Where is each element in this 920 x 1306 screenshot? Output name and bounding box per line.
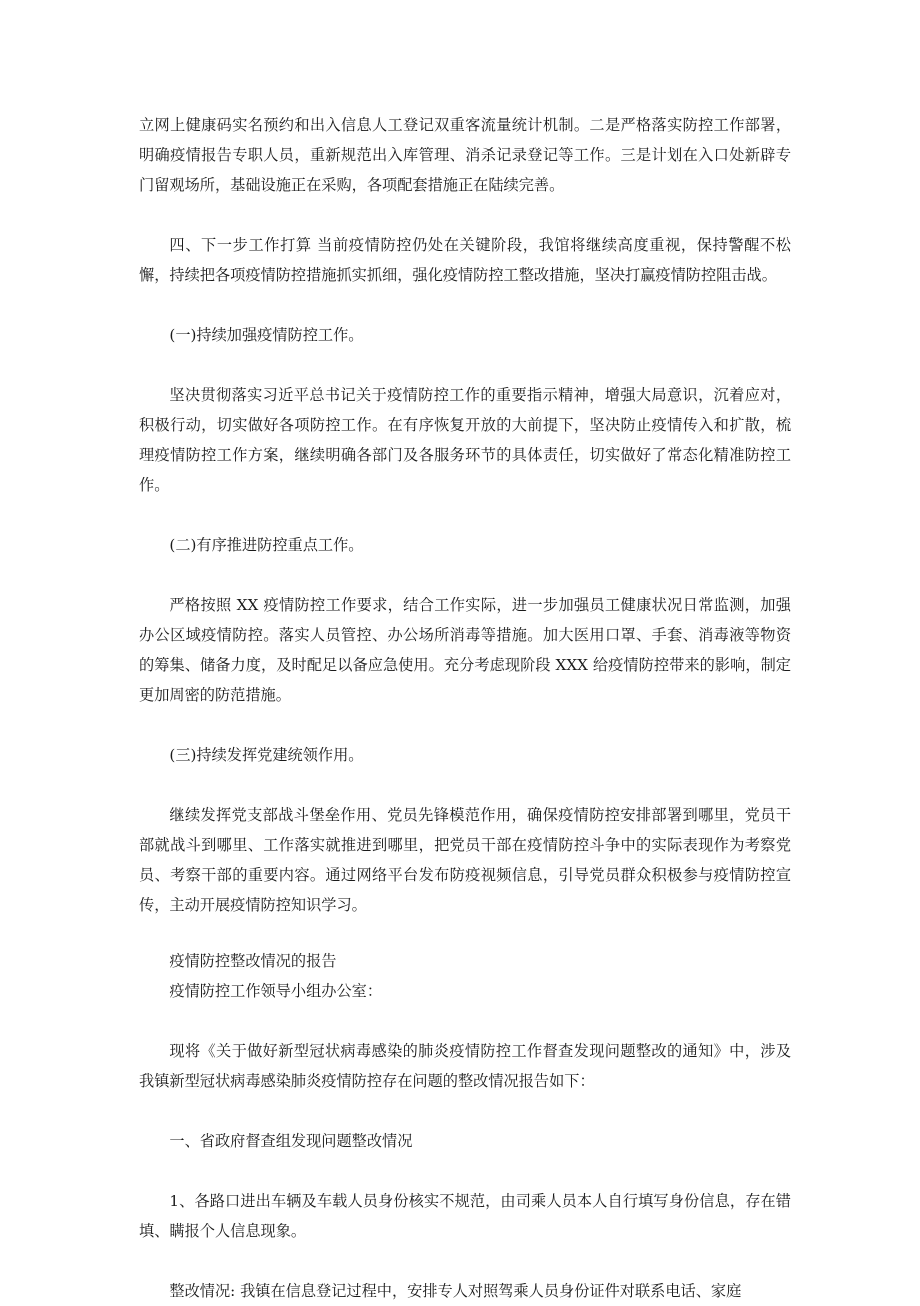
paragraph-issue-1: 1、各路口进出车辆及车载人员身份核实不规范，由司乘人员本人自行填写身份信息，存在错填、瞒报个人信息现象。	[139, 1192, 791, 1240]
paragraph-body-1: 坚决贯彻落实习近平总书记关于疫情防控工作的重要指示精神，增强大局意识，沉着应对，积极行动，切实做好各项防控工作。在有序恢复开放的大前提下，坚决防止疫情传入和扩散，梳理疫情防控工作方案，继续明确各部门及各服务环节的具体责任，切实做好了常态化精准防控工作。	[139, 386, 791, 494]
report-title: 疫情防控整改情况的报告	[169, 952, 337, 970]
paragraph-intro: 现将《关于做好新型冠状病毒感染的肺炎疫情防控工作督查发现问题整改的通知》中，涉及我镇新型冠状病毒感染肺炎疫情防控存在问题的整改情况报告如下：	[139, 1042, 791, 1090]
paragraph-body-2: 严格按照 XX 疫情防控工作要求，结合工作实际，进一步加强员工健康状况日常监测，加强办公区域疫情防控。落实人员管控、办公场所消毒等措施。加大医用口罩、手套、消毒液等物资的筹集、储备力度，及时配足以备应急使用。充分考虑现阶段 XXX 给疫情防控带来的影响，制定更加周密的防范措施。	[139, 596, 791, 704]
subheading-2: (二)有序推进防控重点工作。	[169, 536, 364, 554]
paragraph-continuation: 立网上健康码实名预约和出入信息人工登记双重客流量统计机制。二是严格落实防控工作部署，明确疫情报告专职人员，重新规范出入库管理、消杀记录登记等工作。三是计划在入口处新辟专门留观场所，基础设施正在采购，各项配套措施正在陆续完善。	[139, 116, 791, 194]
document-page	[139, 110, 791, 1306]
subheading-1: (一)持续加强疫情防控工作。	[169, 326, 364, 344]
report-recipient: 疫情防控工作领导小组办公室：	[169, 982, 383, 1000]
paragraph-body-3: 继续发挥党支部战斗堡垒作用、党员先锋模范作用，确保疫情防控安排部署到哪里，党员干部就战斗到哪里、工作落实就推进到哪里，把党员干部在疫情防控斗争中的实际表现作为考察党员、考察干部的重要内容。通过网络平台发布防疫视频信息，引导党员群众积极参与疫情防控宣传，主动开展疫情防控知识学习。	[139, 806, 791, 914]
paragraph-next-steps: 四、下一步工作打算 当前疫情防控仍处在关键阶段，我馆将继续高度重视，保持警醒不松懈，持续把各项疫情防控措施抓实抓细，强化疫情防控工整改措施，坚决打赢疫情防控阻击战。	[139, 236, 791, 284]
section-heading-1: 一、省政府督查组发现问题整改情况	[169, 1132, 413, 1150]
paragraph-rectification: 整改情况: 我镇在信息登记过程中，安排专人对照驾乘人员身份证件对联系电话、家庭	[169, 1282, 742, 1300]
subheading-3: (三)持续发挥党建统领作用。	[169, 746, 364, 764]
